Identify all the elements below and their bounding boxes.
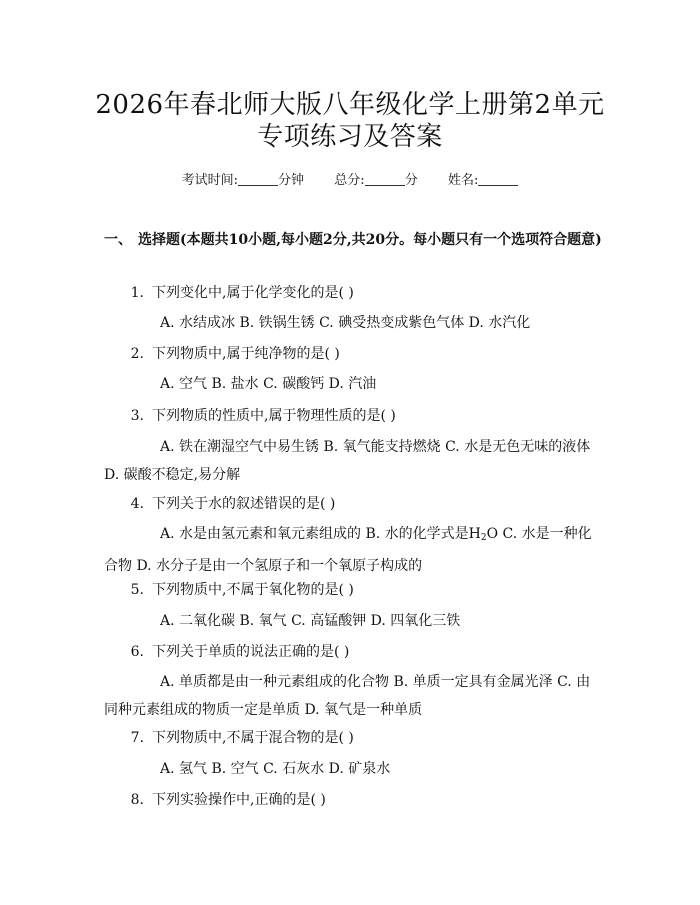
question-text: 下列关于水的叙述错误的是( )	[152, 496, 336, 512]
question-number: 6.	[130, 644, 144, 660]
question-options: A. 铁在潮湿空气中易生锈 B. 氧气能支持燃烧 C. 水是无色无味的液体 D. 碳酸不稳定,易分解	[104, 439, 591, 483]
question-number: 2.	[130, 346, 144, 362]
question-stem	[104, 342, 598, 366]
question-stem	[104, 726, 598, 750]
question-stem	[104, 640, 598, 664]
section-number: 一、	[104, 232, 132, 248]
question-text: 下列物质中,不属于氧化物的是( )	[152, 582, 354, 598]
score-blank[interactable]	[365, 172, 405, 186]
question-text: 下列物质中,属于纯净物的是( )	[152, 346, 340, 362]
question-number: 5.	[130, 582, 144, 598]
question-text: 下列物质中,不属于混合物的是( )	[152, 730, 354, 746]
question-options: A. 二氧化碳 B. 氧气 C. 高锰酸钾 D. 四氧化三铁	[160, 613, 461, 629]
question-text: 下列关于单质的说法正确的是( )	[152, 644, 350, 660]
question-text: 下列实验操作中,正确的是( )	[152, 792, 326, 808]
page-title-line1: 2026年春北师大版八年级化学上册第2单元	[95, 90, 605, 120]
exam-meta	[0, 169, 700, 188]
question-stem	[104, 788, 598, 812]
question-options: A. 氢气 B. 空气 C. 石灰水 D. 矿泉水	[160, 761, 391, 777]
question-stem	[104, 404, 598, 428]
question-stem	[104, 578, 598, 602]
question-options: A. 空气 B. 盐水 C. 碳酸钙 D. 汽油	[160, 376, 377, 392]
options-part: A. 水是由氢元素和氧元素组成的 B. 水的化学式是H	[160, 526, 481, 542]
time-label: 考试时间:	[181, 173, 238, 188]
question-number: 1.	[130, 285, 144, 301]
subscript: 2	[480, 533, 487, 543]
question-stem	[104, 281, 598, 305]
question-number: 8.	[130, 792, 144, 808]
page-title-line2: 专项练习及答案	[257, 122, 443, 152]
name-label: 姓名:	[447, 173, 479, 188]
question-stem	[104, 492, 598, 516]
options-part: O C. 水是一种化合物 D. 水分子是由一个氢原子和一个氧原子构成的	[104, 526, 592, 574]
question-options	[104, 520, 598, 580]
time-blank[interactable]	[238, 172, 278, 186]
section-text: 选择题(本题共10小题,每小题2分,共20分。每小题只有一个选项符合题意)	[138, 232, 602, 248]
question-number: 4.	[130, 496, 144, 512]
question-number: 3.	[130, 408, 144, 424]
question-options: A. 水结成冰 B. 铁锅生锈 C. 碘受热变成紫色气体 D. 水汽化	[160, 315, 531, 331]
question-number: 7.	[130, 730, 144, 746]
score-unit: 分	[404, 173, 418, 188]
score-label: 总分:	[334, 173, 365, 188]
question-text: 下列物质的性质中,属于物理性质的是( )	[152, 408, 396, 424]
time-unit: 分钟	[278, 173, 305, 188]
question-options: A. 单质都是由一种元素组成的化合物 B. 单质一定具有金属光泽 C. 由同种元素组成的物质一定是单质 D. 氧气是一种单质	[104, 674, 591, 718]
question-text: 下列变化中,属于化学变化的是( )	[152, 285, 354, 301]
section-heading	[104, 228, 604, 252]
name-blank[interactable]	[478, 172, 518, 186]
